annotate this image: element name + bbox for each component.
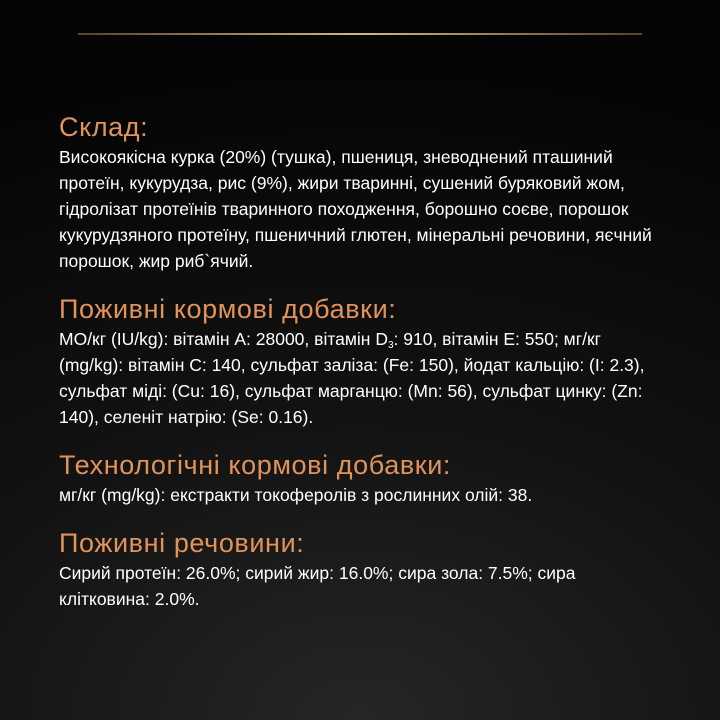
nutrients-text: Сирий протеїн: 26.0%; сирий жир: 16.0%; сира зола: 7.5%; сира клітковина: 2.0%. bbox=[59, 563, 576, 609]
nutritional-additives-text-end: : 910, вітамін Е: 550; мг/кг (mg/kg): вітамін С: 140, сульфат заліза: (Fe: 150), йодат кальцію: (I: 2.3), сульфат міді: (Cu: 16), сульфат марганцю: (Mn: 56), сульфат цинку: (Zn: 140), селеніт натрію: (Se: 0.16). bbox=[59, 329, 645, 427]
nutrients-title: Поживні речовини: bbox=[59, 528, 305, 558]
gold-divider bbox=[78, 33, 642, 35]
composition-section bbox=[59, 111, 669, 274]
nutritional-additives-text bbox=[59, 326, 669, 430]
composition-title: Склад: bbox=[59, 112, 149, 142]
technological-additives-text: мг/кг (mg/kg): екстракти токоферолів з рослинних олій: 38. bbox=[59, 485, 533, 505]
nutritional-additives-section bbox=[59, 293, 669, 430]
technological-additives-title: Технологічні кормові добавки: bbox=[59, 450, 451, 480]
ingredients-panel bbox=[59, 111, 669, 631]
nutritional-additives-title: Поживні кормові добавки: bbox=[59, 294, 397, 324]
technological-additives-section bbox=[59, 449, 669, 508]
composition-text: Високоякісна курка (20%) (тушка), пшениця, зневоднений пташиний протеїн, кукурудза, рис (9%), жири тваринні, сушений буряковий жом, гідролізат протеїнів тваринного походження, борошно соєве, порошок кукурудзяного протеїну, пшеничний глютен, мінеральні речовини, яєчний порошок, жир риб`ячий. bbox=[59, 147, 652, 271]
nutrients-section bbox=[59, 527, 669, 612]
vitamin-d-subscript: 3 bbox=[387, 340, 394, 351]
nutritional-additives-text-start: МО/кг (IU/kg): вітамін А: 28000, вітамін D bbox=[59, 329, 388, 349]
